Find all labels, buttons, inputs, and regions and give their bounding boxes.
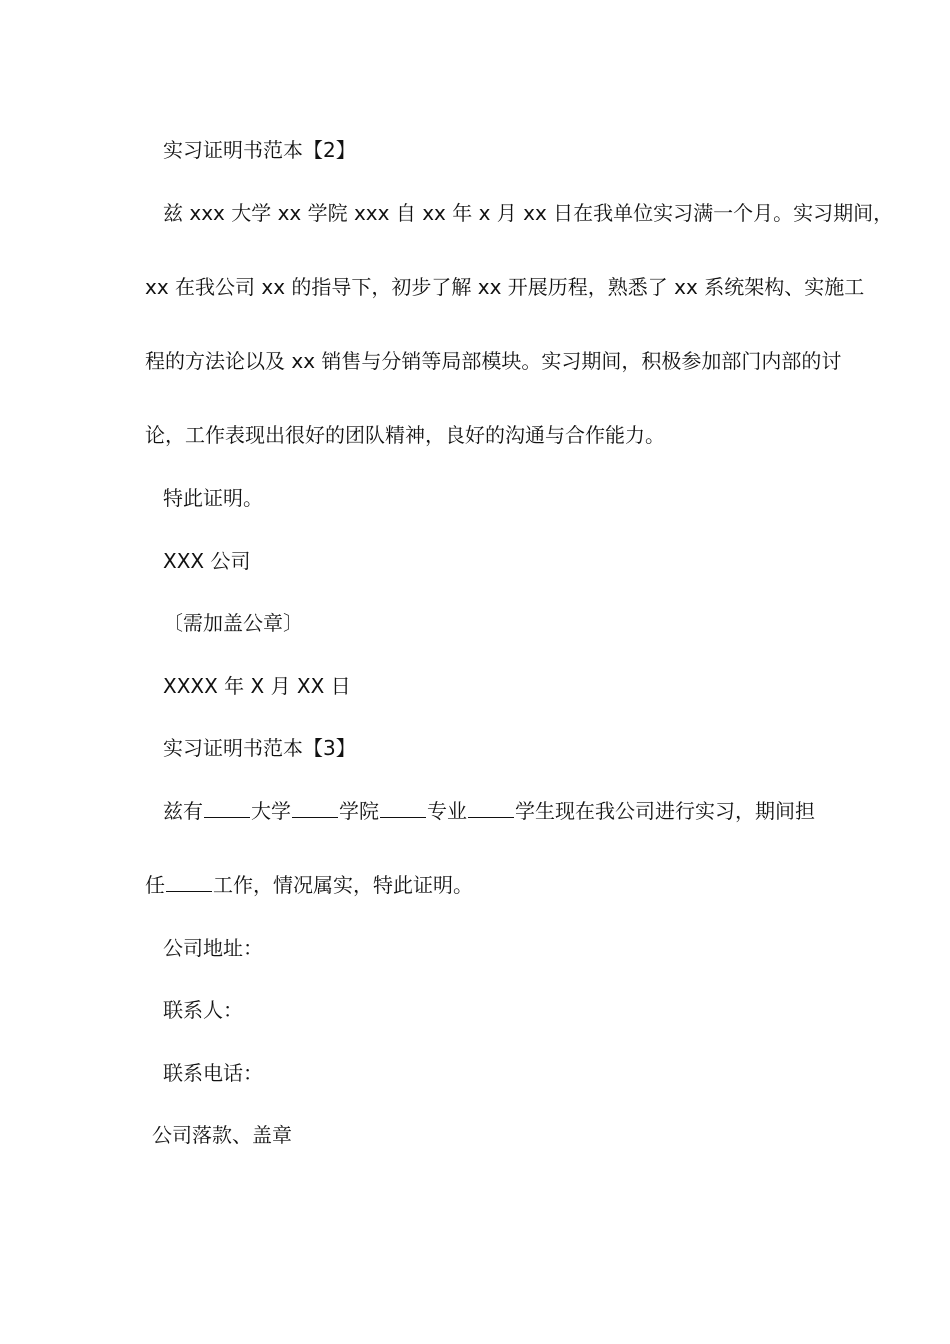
fill-in-blank bbox=[204, 797, 250, 818]
sample3-address-label: 公司地址： bbox=[163, 936, 263, 960]
sample2-seal-note: 〔需加盖公章〕 bbox=[163, 611, 303, 635]
sample3-para-line-2 bbox=[145, 871, 473, 899]
sample3-heading: 实习证明书范本【3】 bbox=[163, 736, 356, 760]
sample2-para-line-1: 兹 xxx 大学 xx 学院 xxx 自 xx 年 x 月 xx 日在我单位实习满一个月。实习期间， bbox=[163, 201, 894, 225]
sample3-contact-label: 联系人： bbox=[163, 998, 243, 1022]
text-segment: 大学 bbox=[251, 799, 291, 823]
text-segment: 学院 bbox=[339, 799, 379, 823]
sample2-heading: 实习证明书范本【2】 bbox=[163, 138, 356, 162]
fill-in-blank bbox=[166, 871, 212, 892]
sample2-closing: 特此证明。 bbox=[163, 486, 263, 510]
fill-in-blank bbox=[380, 797, 426, 818]
fill-in-blank bbox=[292, 797, 338, 818]
sample3-para-line-1 bbox=[163, 797, 815, 825]
sample2-para-line-3: 程的方法论以及 xx 销售与分销等局部模块。实习期间，积极参加部门内部的讨 bbox=[145, 349, 842, 373]
text-segment: 学生现在我公司进行实习，期间担 bbox=[515, 799, 815, 823]
sample3-signature-label: 公司落款、盖章 bbox=[152, 1123, 292, 1147]
text-segment: 任 bbox=[145, 873, 165, 897]
text-segment: 专业 bbox=[427, 799, 467, 823]
sample2-para-line-2: xx 在我公司 xx 的指导下，初步了解 xx 开展历程，熟悉了 xx 系统架构、实施工 bbox=[145, 275, 865, 299]
fill-in-blank bbox=[468, 797, 514, 818]
sample2-para-line-4: 论，工作表现出很好的团队精神，良好的沟通与合作能力。 bbox=[145, 423, 665, 447]
text-segment: 工作，情况属实，特此证明。 bbox=[213, 873, 473, 897]
sample2-company: XXX 公司 bbox=[163, 549, 251, 573]
text-segment: 兹有 bbox=[163, 799, 203, 823]
sample3-phone-label: 联系电话： bbox=[163, 1061, 263, 1085]
sample2-date: XXXX 年 X 月 XX 日 bbox=[163, 674, 351, 698]
